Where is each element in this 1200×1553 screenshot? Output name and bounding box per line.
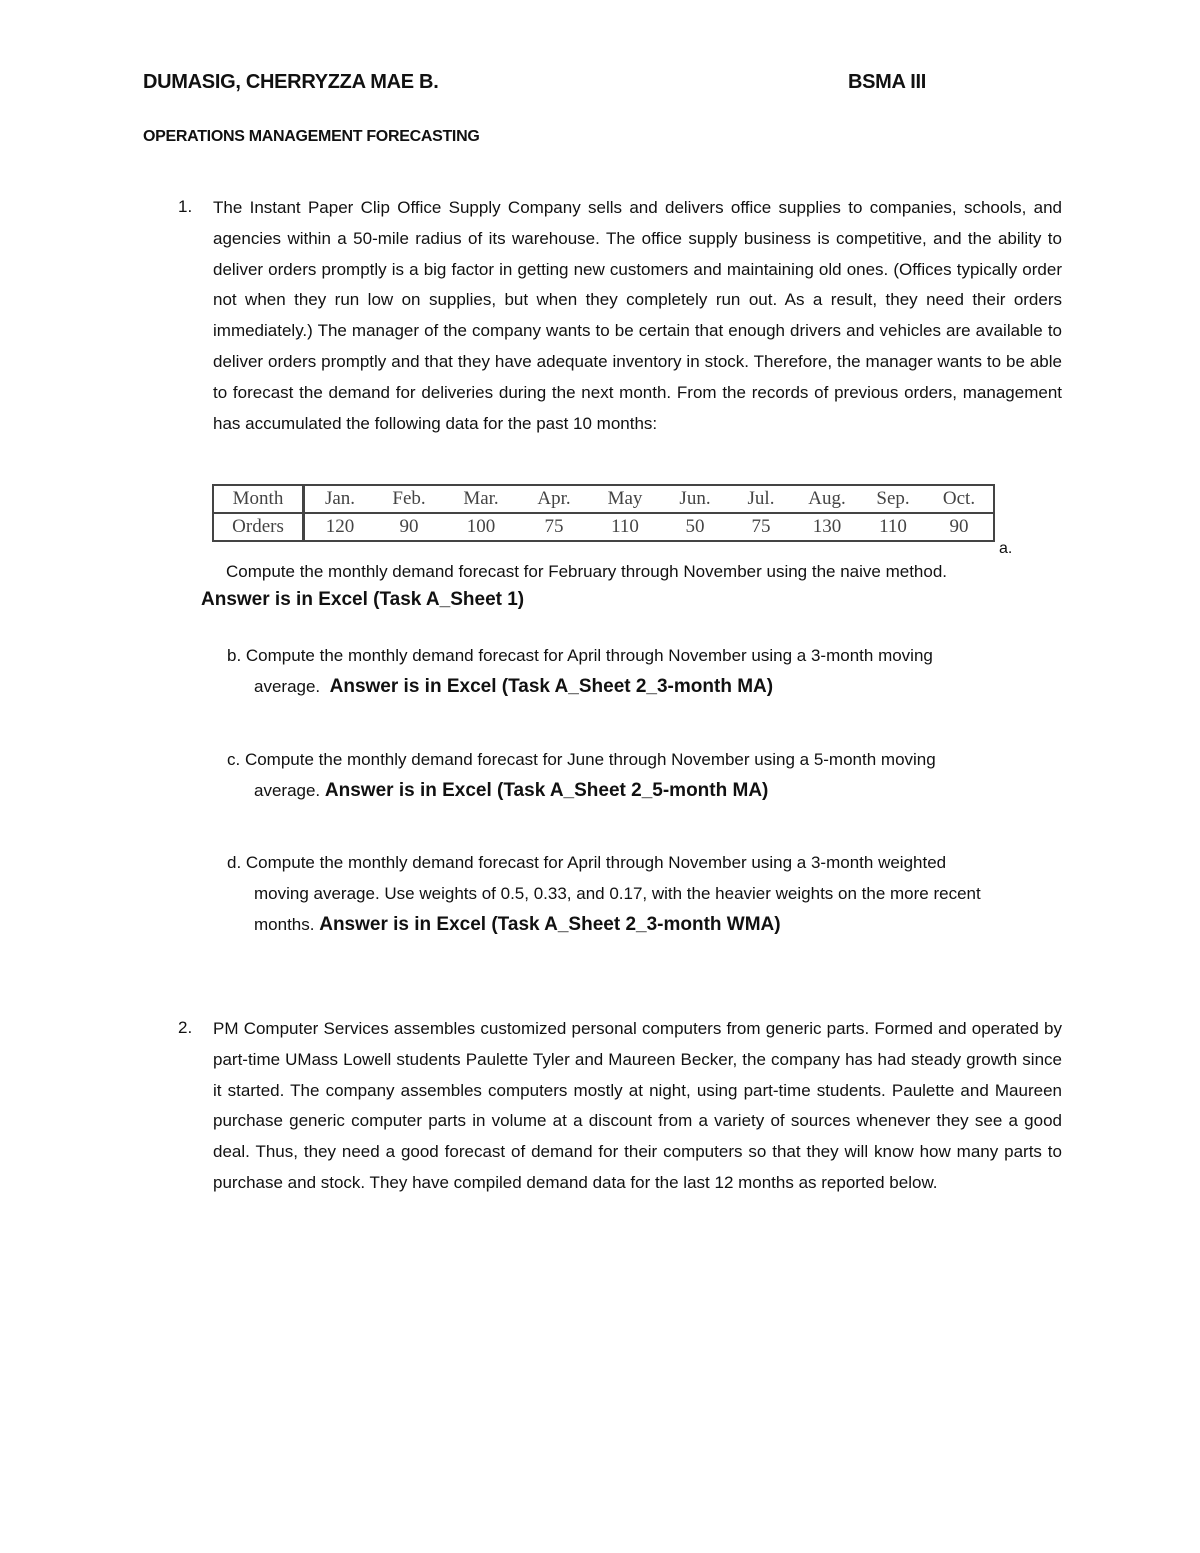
part-d-text-2: moving average. Use weights of 0.5, 0.33, and 0.17, with the heavier weights on the more recent	[254, 884, 981, 903]
document-subtitle: OPERATIONS MANAGEMENT FORECASTING	[143, 128, 480, 145]
row-header-orders: Orders	[213, 513, 304, 541]
table-cell: Sep.	[861, 485, 925, 513]
table-cell: Feb.	[375, 485, 443, 513]
part-d-text-3: months.	[254, 915, 315, 934]
part-c-continuation	[227, 775, 1047, 806]
table-cell: 75	[729, 513, 793, 541]
part-b-text-2: average.	[254, 677, 321, 696]
table-row-orders	[213, 513, 994, 541]
table-cell: 50	[661, 513, 729, 541]
orders-table	[212, 484, 995, 542]
table-cell: 90	[375, 513, 443, 541]
student-name: DUMASIG, CHERRYZZA MAE B.	[143, 71, 439, 93]
part-d-answer: Answer is in Excel (Task A_Sheet 2_3-month WMA)	[319, 914, 781, 935]
table-cell: May	[589, 485, 661, 513]
table-cell: Oct.	[925, 485, 994, 513]
part-c	[227, 744, 1047, 806]
part-d	[227, 847, 1062, 940]
table-cell: 110	[589, 513, 661, 541]
table-cell: Jan.	[304, 485, 376, 513]
table-cell: 100	[443, 513, 519, 541]
table-cell: Mar.	[443, 485, 519, 513]
table-cell: 75	[519, 513, 589, 541]
part-a-text: Compute the monthly demand forecast for February through November using the naive method.	[226, 562, 947, 581]
part-b-continuation	[227, 671, 1047, 702]
part-b	[227, 640, 1047, 702]
part-c-answer: Answer is in Excel (Task A_Sheet 2_5-month MA)	[324, 780, 769, 801]
row-header-month: Month	[213, 485, 304, 513]
part-a-answer: Answer is in Excel (Task A_Sheet 1)	[201, 589, 525, 610]
part-d-text: d. Compute the monthly demand forecast for April through November using a 3-month weighted	[227, 853, 947, 872]
table-cell: 110	[861, 513, 925, 541]
table-cell: 130	[793, 513, 861, 541]
table-cell: 120	[304, 513, 376, 541]
question-2-number: 2.	[178, 1018, 193, 1037]
table-row-months	[213, 485, 994, 513]
part-b-text: b. Compute the monthly demand forecast for April through November using a 3-month moving	[227, 646, 933, 665]
question-1-text: The Instant Paper Clip Office Supply Company sells and delivers office supplies to companies, schools, and agencies within a 50-mile radius of its warehouse. The office supply business is competitive, and the ability to deliver orders promptly is a big factor in getting new customers and maintaining old ones. (Offices typically order not when they run low on supplies, but when they completely run out. As a result, they need their orders immediately.) The manager of the company wants to be certain that enough drivers and vehicles are available to deliver orders promptly and that they have adequate inventory in stock. Therefore, the manager wants to be able to forecast the demand for deliveries during the next month. From the records of previous orders, management has accumulated the following data for the past 10 months:	[213, 198, 1062, 433]
part-c-text-2: average.	[254, 781, 321, 800]
class-section: BSMA III	[848, 71, 926, 93]
part-c-text: c. Compute the monthly demand forecast for June through November using a 5-month moving	[227, 750, 936, 769]
part-a-label: a.	[999, 540, 1013, 557]
table-cell: Jun.	[661, 485, 729, 513]
table-cell: Jul.	[729, 485, 793, 513]
part-d-continuation	[227, 909, 1062, 940]
table-cell: Apr.	[519, 485, 589, 513]
question-2-text: PM Computer Services assembles customized personal computers from generic parts. Formed and operated by part-time UMass Lowell students Paulette Tyler and Maureen Becker, the company has had steady growth since it started. The company assembles computers mostly at night, using part-time students. Paulette and Maureen purchase generic computer parts in volume at a discount from a variety of sources whenever they see a good deal. Thus, they need a good forecast of demand for their computers so that they will know how many parts to purchase and stock. They have compiled demand data for the last 12 months as reported below.	[213, 1019, 1062, 1192]
table-cell: 90	[925, 513, 994, 541]
table-cell: Aug.	[793, 485, 861, 513]
part-b-answer: Answer is in Excel (Task A_Sheet 2_3-month MA)	[329, 676, 774, 697]
question-1-number: 1.	[178, 197, 193, 216]
